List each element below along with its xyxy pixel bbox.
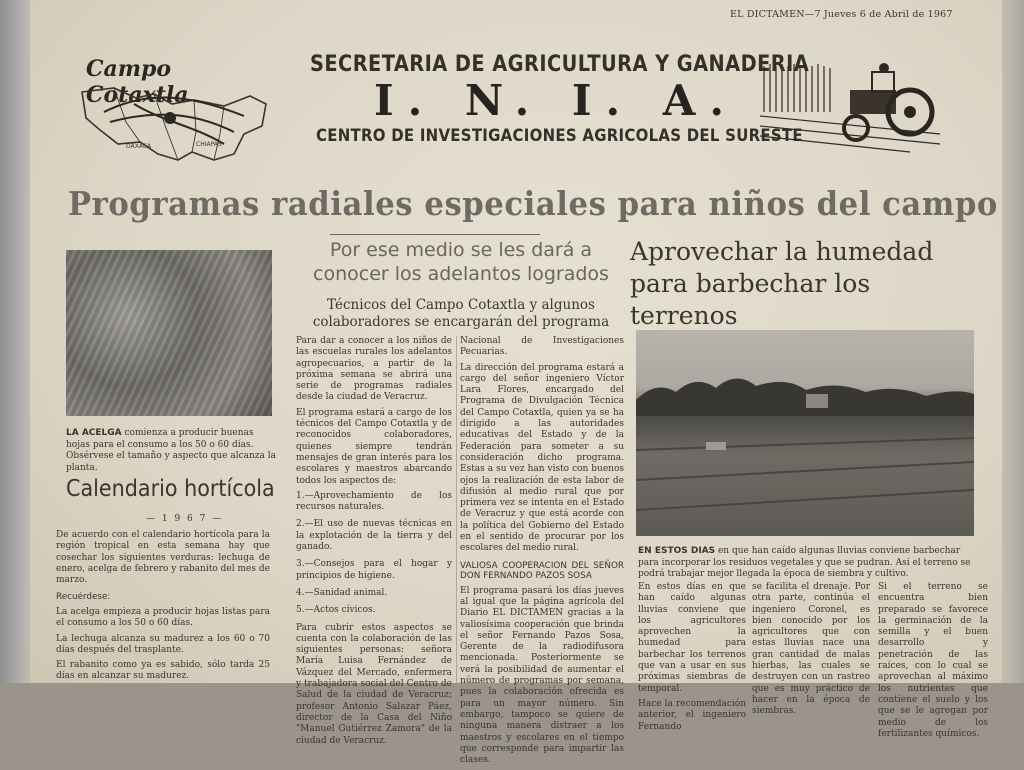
dateline: EL DICTAMEN—7 Jueves 6 de Abril de 1967 (730, 9, 953, 20)
newspaper-page (30, 0, 1002, 766)
main-headline: Programas radiales especiales para niños del campo (68, 184, 998, 223)
field-trees-icon (636, 330, 974, 536)
radio-article-column-2 (460, 336, 624, 770)
field-photo-caption (638, 546, 978, 581)
article-paragraph: El programa pasará los días jueves al igual que la página agrícola del Diario EL DICTAMEN gracias a la valiosísima cooperación que brinda el señor Fernando Pazos Sosa, Gerente de la radiodifusora mencionada. Posteriormente se verá la posibilidad de aumentar el número de programas por semana, pues la colaboración ofrecida es para un mayor número. Sin embargo, tampoco se quiere de ninguna manera distraer a los maestros y escolares en el tiempo que corresponde para impartir las clases. (460, 585, 624, 766)
calendar-column (56, 530, 270, 687)
tractor-illustration-icon (760, 56, 940, 156)
humedad-column-1 (638, 582, 746, 737)
map-label-chiapas: CHIAPAS (196, 141, 222, 148)
calendar-year: — 1 9 6 7 — (146, 514, 224, 524)
article-paragraph: Hace la recomendación anterior, el ingeniero Fernando (638, 698, 746, 732)
program-topic-item: 1.—Aprovechamiento de los recursos naturales. (296, 490, 452, 513)
campo-cotaxtla-logo (74, 56, 274, 166)
field-caption-lead: EN ESTOS DIAS (638, 546, 716, 556)
logo-title: Campo Cotaxtla (86, 56, 189, 108)
humedad-column-3 (878, 582, 988, 744)
program-topic-item: 4.—Sanidad animal. (296, 587, 388, 598)
article-paragraph: Para dar a conocer a los niños de las escuelas rurales los adelantos agropecuarios, a partir de la próxima semana se abrirá una serie de programas radiales desde la ciudad de Veracruz. (296, 336, 452, 403)
calendar-item: El rabanito como ya es sabido, sólo tarda 25 días en alcanzar su madurez. (56, 660, 270, 682)
humedad-headline: Aprovechar la humedad para barbechar los terrenos (630, 237, 934, 330)
acelga-photo (66, 250, 272, 416)
humedad-column-2 (752, 582, 870, 722)
article-paragraph: En estos días en que han caído algunas lluvias conviene que los agricultores aprovechen la humedad para barbechar los terrenos que van a usar en sus próximas siembras de temporal. (638, 582, 746, 694)
field-caption-text: en que han caído algunas lluvias conviene barbechar para incorporar los residuos vegetales y que se pudran. Así el terreno se podrá trabajar mejor llegada la época de siembra y cultivo. (638, 546, 971, 579)
program-topic-item: 2.—El uso de nuevas técnicas en la explotación de la tierra y del ganado. (296, 519, 452, 553)
acelga-caption-text: comienza a producir buenas hojas para el consumo a los 50 o 60 días. Obsérvese el tamaño y aspecto que alcanza la planta. (66, 428, 276, 473)
radio-article-subdeck: Técnicos del Campo Cotaxtla y algunos colaboradores se encargarán del programa (312, 297, 610, 330)
calendar-intro: De acuerdo con el calendario hortícola para la región tropical en esta semana hay que cosechar los siguientes verduras: lechuga de enero, acelga de febrero y rabanito del mes de marzo. (56, 530, 270, 586)
article-paragraph: Nacional de Investigaciones Pecuarias. (460, 336, 624, 358)
article-paragraph: Para cubrir estos aspectos se cuenta con la colaboración de las siguientes personas: señora María Luisa Fernández de Vázquez del Mercado, enfermera y trabajadora social del Centro de Salud de la ciudad de Veracruz; profesor Antonio Salazar Páez, director de la Casa del Niño "Manuel Gutiérrez Zamora" de la ciudad de Veracruz. (296, 622, 452, 746)
deck-rule (330, 234, 540, 235)
calendar-item: La lechuga alcanza su madurez a los 60 o 70 días después del trasplante. (56, 633, 270, 655)
remember-label: Recuérdese: (56, 592, 111, 603)
mexico-map-icon (74, 82, 274, 166)
radio-article-column-1 (296, 336, 452, 751)
article-paragraph: El programa estará a cargo de los técnicos del Campo Cotaxtla y de reconocidos colaboradores, quienes siempre tendrán mensajes de gran interés para los escolares y maestros abarcando todos los aspectos de: (296, 407, 452, 486)
inia-heading: I. N. I. A. (374, 76, 738, 125)
article-paragraph: Si el terreno se encuentra bien preparado se favorece la germinación de la semilla y el buen desarrollo y penetración de las raíces, con lo cual se aprovechan al máximo los nutrientes que contiene el suelo y los que se le agregan por medio de los fertilizantes químicos. (878, 582, 988, 739)
centro-heading: CENTRO DE INVESTIGACIONES AGRICOLAS DEL SURESTE (316, 126, 803, 146)
article-paragraph: se facilita el drenaje. Por otra parte, continúa el ingeniero Coronel, es bien conocido por los agricultores que con estas lluvias nace una gran cantidad de malas hierbas, las cuales se destruyen con un rastreo que es muy práctico de hacer en la época de siembras. (752, 582, 870, 717)
calendar-item: La acelga empieza a producir hojas listas para el consumo a los 50 o 60 días. (56, 606, 270, 629)
program-topic-item: 3.—Consejos para el hogar y principios de higiene. (296, 559, 452, 581)
secretaria-heading: SECRETARIA DE AGRICULTURA Y GANADERIA (310, 52, 810, 77)
cooperation-subhead: VALIOSA COOPERACION DEL SEÑOR DON FERNANDO PAZOS SOSA (460, 560, 624, 582)
field-photo (636, 330, 974, 536)
map-label-oaxaca: OAXACA (126, 143, 152, 150)
article-paragraph: La dirección del programa estará a cargo del señor ingeniero Víctor Lara Flores, encargado del Programa de Divulgación Técnica del Campo Cotaxtla, quien ya se ha dirigido a las autoridades educativas del Estado y de la Federación para someter a su consideración dicho programa. Estas a su vez han visto con buenos ojos la realización de esta labor de difusión al medio rural que por primera vez se intenta en el Estado de Veracruz y que está acorde con la política del Gobierno del Estado en el sentido de procurar por los escolares del medio rural. (460, 362, 624, 554)
program-topic-item: 5.—Actos cívicos. (296, 605, 376, 616)
column-divider (456, 336, 457, 683)
calendar-title: Calendario hortícola (66, 476, 275, 502)
acelga-photo-caption (66, 428, 276, 474)
radio-article-deck: Por ese medio se les dará a conocer los adelantos logrados (313, 239, 609, 285)
acelga-caption-lead: LA ACELGA (66, 428, 122, 438)
